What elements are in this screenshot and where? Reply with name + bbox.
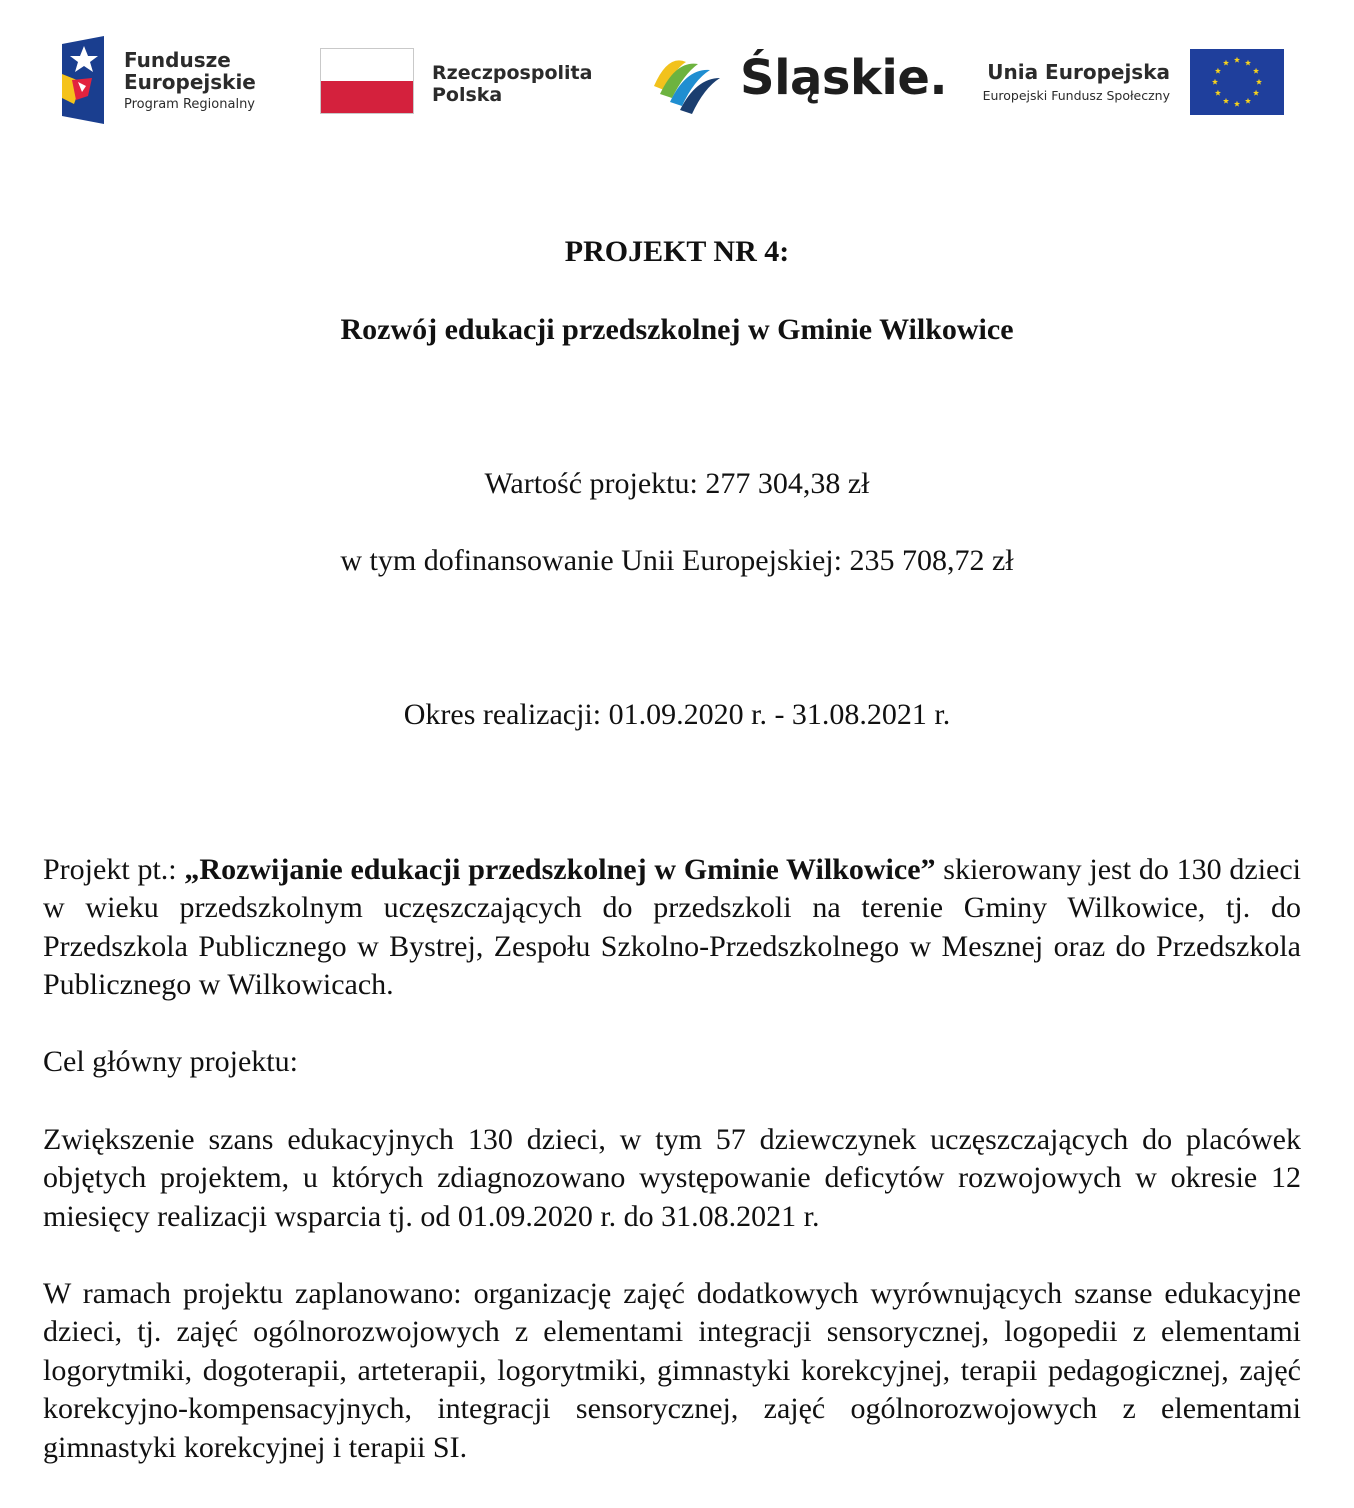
rzeczpospolita-line2: Polska	[432, 84, 503, 106]
goal-paragraph: Zwiększenie szans edukacyjnych 130 dzieci, w tym 57 dziewczynek uczęszczających do placówek objętych projektem, u których zdiagnozowano występowanie deficytów rozwojowych w okresie 12 miesięcy realizacji wsparcia tj. od 01.09.2020 r. do 31.08.2021 r.	[43, 1123, 1301, 1233]
unia-europejska-logo	[960, 30, 1290, 130]
rzeczpospolita-polska-logo	[318, 30, 608, 130]
implementation-period: Okres realizacji: 01.09.2020 r. - 31.08.2021 r.	[403, 698, 951, 731]
plan-paragraph: W ramach projektu zaplanowano: organizację zajęć dodatkowych wyrównujących szanse edukacyjne dzieci, tj. zajęć ogólnorozwojowych z elementami integracji sensorycznej, logopedii z elementami logorytmiki, dogoterapii, arteterapii, logorytmiki, gimnastyki korekcyjnej, terapii pedagogicznej, zajęć korekcyjno-kompensacyjnych, integracji sensorycznej, zajęć ogólnorozwojowych z elementami gimnastyki korekcyjnej i terapii SI.	[43, 1277, 1301, 1464]
fundusze-europejskie-logo	[58, 30, 278, 130]
project-name: „Rozwijanie edukacji przedszkolnej w Gminie Wilkowice”	[184, 853, 936, 886]
document-subtitle: Rozwój edukacji przedszkolnej w Gminie Wilkowice	[340, 313, 1014, 346]
document-title: PROJEKT NR 4:	[564, 235, 790, 268]
intro-prefix: Projekt pt.:	[43, 853, 185, 886]
fundusze-europejskie-flag-icon	[58, 36, 108, 124]
ue-line2: Europejski Fundusz Społeczny	[982, 88, 1170, 103]
logo-bar	[0, 30, 1354, 130]
slaskie-logo	[650, 30, 948, 130]
ue-line1: Unia Europejska	[987, 60, 1170, 84]
rzeczpospolita-line1: Rzeczpospolita	[432, 62, 593, 84]
polish-flag-icon	[320, 48, 414, 114]
intro-rest: skierowany jest do 130 dzieci w wieku przedszkolnym uczęszczających do przedszkoli na terenie Gminy Wilkowice, tj. do Przedszkola Publicznego w Bystrej, Zespołu Szkolno-Przedszkolnego w Mesznej oraz do Przedszkola Publicznego w Wilkowicach.	[43, 853, 1301, 1002]
fundusze-line1: Fundusze	[124, 48, 231, 72]
eu-cofinancing: w tym dofinansowanie Unii Europejskiej: 235 708,72 zł	[340, 544, 1014, 577]
eu-flag-icon	[1190, 49, 1284, 115]
goal-heading: Cel główny projektu:	[43, 1045, 298, 1078]
project-value: Wartość projektu: 277 304,38 zł	[484, 467, 870, 500]
fundusze-line2: Europejskie	[124, 70, 256, 94]
intro-paragraph	[43, 851, 1301, 1005]
slaskie-text: Śląskie.	[740, 50, 948, 106]
slaskie-stripes-icon	[650, 46, 722, 116]
fundusze-line3: Program Regionalny	[124, 97, 255, 112]
